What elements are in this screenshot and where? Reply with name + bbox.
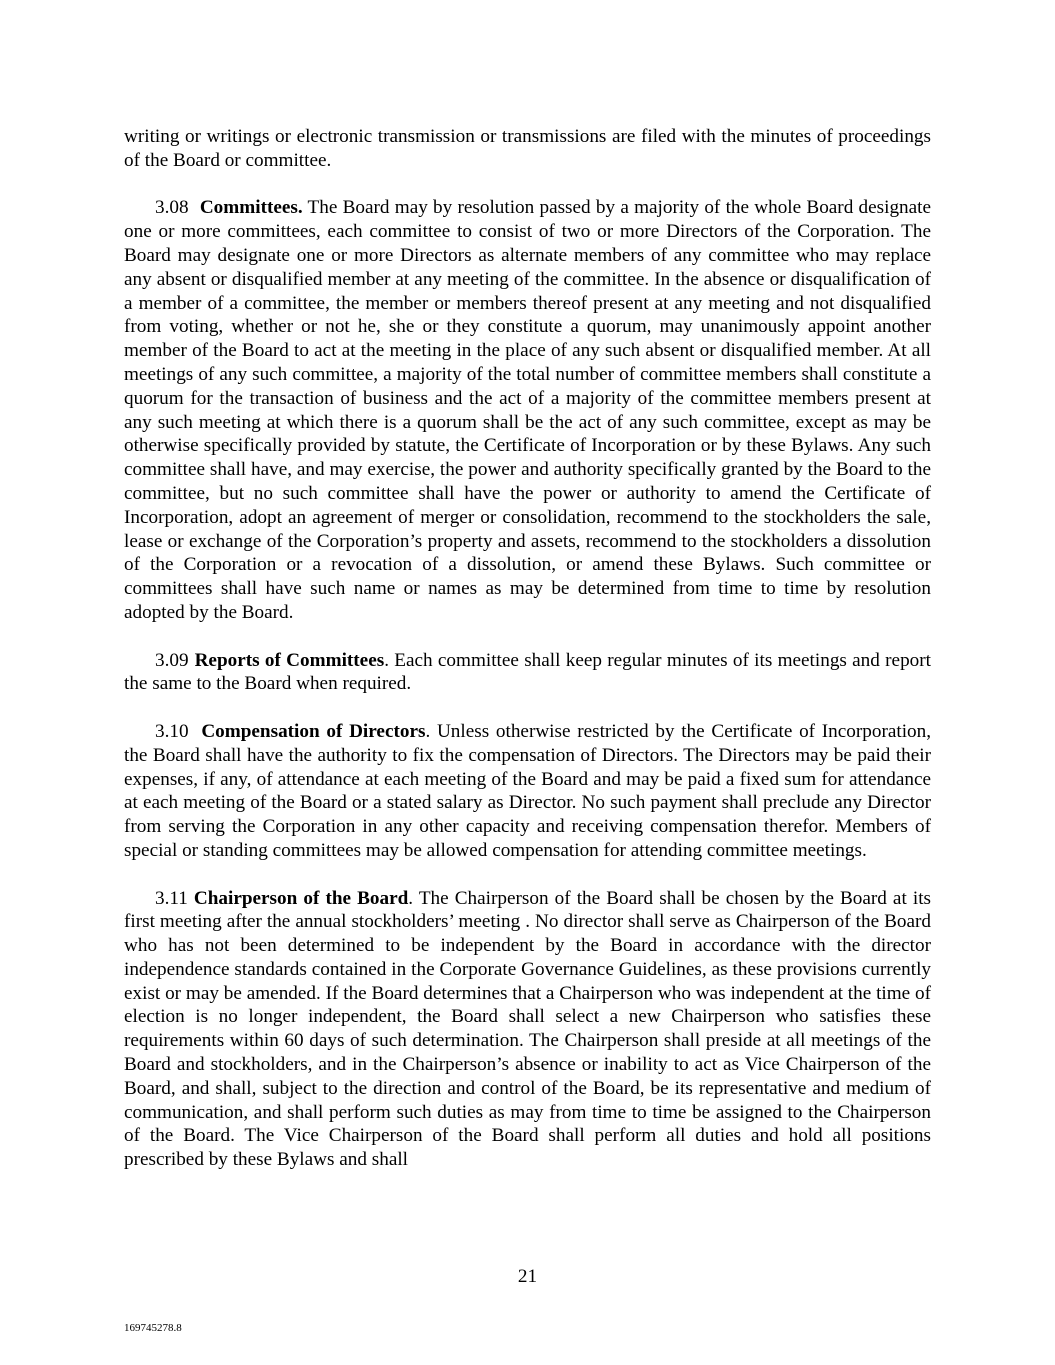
section-body: . Each committee shall keep regular minutes of its meetings and report the same to the Board when required.	[124, 649, 931, 695]
section-3-10	[124, 720, 931, 863]
section-heading: Reports of Committees	[194, 649, 385, 671]
section-3-08	[124, 196, 931, 624]
document-id: 169745278.8	[124, 1322, 182, 1334]
page-number: 21	[517, 1266, 538, 1287]
section-number: 3.10	[155, 720, 189, 742]
section-3-09	[124, 649, 931, 697]
section-body: . Unless otherwise restricted by the Certificate of Incorporation, the Board shall have the authority to fix the compensation of Directors. The Directors may be paid their expenses, if any, of attendance at each meeting of the Board and may be paid a fixed sum for attendance at each meeting of the Board or a stated salary as Director. No such payment shall preclude any Director from serving the Corporation in any other capacity and receiving compensation therefor. Members of special or standing committees may be allowed compensation for attending committee meetings.	[124, 720, 932, 861]
section-number: 3.09	[155, 649, 189, 671]
continuation-paragraph: writing or writings or electronic transmission or transmissions are filed with the minutes of proceedings of the Board or committee.	[124, 126, 931, 171]
page-body	[124, 125, 931, 1196]
section-body: The Board may by resolution passed by a majority of the whole Board designate one or more committees, each committee to consist of two or more Directors of the Corporation. The Board may designate one or more Directors as alternate members of any committee who may replace any absent or disqualified member at any meeting of the committee. In the absence or disqualification of a member of a committee, the member or members thereof present at any meeting and not disqualified from voting, whether or not he, she or they constitute a quorum, may unanimously appoint another member of the Board to act at the meeting in the place of any such absent or disqualified member. At all meetings of any such committee, a majority of the total number of committee members shall constitute a quorum for the transaction of business and the act of a majority of the committee members present at any such meeting at which there is a quorum shall be the act of any such committee, except as may be otherwise specifically provided by statute, the Certificate of Incorporation or by these Bylaws. Any such committee shall have, and may exercise, the power and authority specifically granted by the Board to the committee, but no such committee shall have the power or authority to amend the Certificate of Incorporation, adopt an agreement of merger or consolidation, recommend to the stockholders the sale, lease or exchange of the Corporation’s property and assets, recommend to the stockholders a dissolution of the Corporation or a revocation of a dissolution, or amend these Bylaws. Such committee or committees shall have such name or names as may be determined from time to time by resolution adopted by the Board.	[124, 197, 931, 623]
section-3-11	[124, 887, 931, 1173]
section-number: 3.08	[155, 197, 189, 219]
section-heading: Chairperson of the Board	[193, 887, 409, 909]
section-number: 3.11	[155, 887, 188, 909]
section-heading: Compensation of Directors	[201, 720, 426, 742]
section-body: . The Chairperson of the Board shall be chosen by the Board at its first meeting after the annual stockholders’ meeting . No director shall serve as Chairperson of the Board who has not been determined to be independent by the Board in accordance with the director independence standards contained in the Corporate Governance Guidelines, as these provisions currently exist or may be amended. If the Board determines that a Chairperson who was independent at the time of election is no longer independent, the Board shall select a new Chairperson who satisfies these requirements within 60 days of such determination. The Chairperson shall preside at all meetings of the Board and stockholders, and in the Chairperson’s absence or inability to act as Vice Chairperson of the Board, and shall, subject to the direction and control of the Board, be its representative and medium of communication, and shall perform such duties as may from time to time be assigned to the Chairperson of the Board. The Vice Chairperson of the Board shall perform all duties and hold all positions prescribed by these Bylaws and shall	[124, 887, 931, 1171]
section-heading: Committees.	[199, 197, 303, 219]
